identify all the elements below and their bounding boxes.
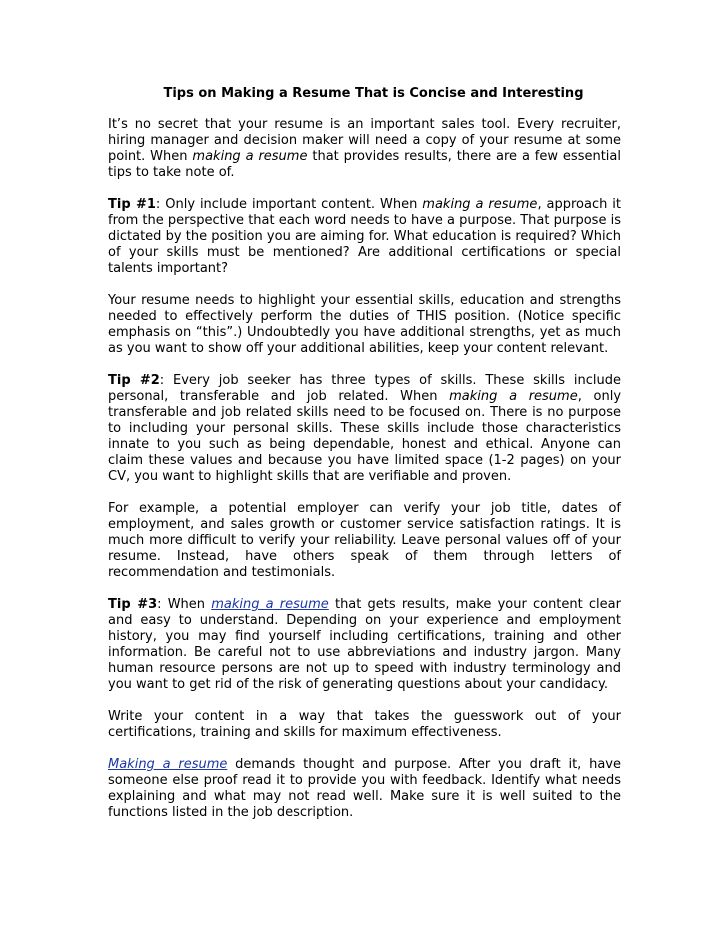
intro-text-b: that provides results, there are a few essential tips to take note of. — [108, 149, 621, 180]
tip-3-text-b: that gets results, make your content clear and easy to understand. Depending on your experience and employment history, you may find yourself including certifications, training and other information. Be careful not to use abbreviations and industry jargon. Many human resource persons are not up to speed with industry terminology and you want to get rid of the risk of generating questions about your candidacy. — [108, 597, 621, 692]
example-paragraph: For example, a potential employer can verify your job title, dates of employment, and sales growth or customer service satisfaction ratings. It is much more difficult to verify your reliability. Leave personal values off of your resume. Instead, have others speak of them through letters of recommendation and testimonials. — [108, 501, 621, 580]
intro-text-a: It’s no secret that your resume is an important sales tool. Every recruiter, hiring manager and decision maker will need a copy of your resume at some point. When — [108, 117, 621, 164]
document-page — [108, 86, 621, 837]
tip-2-text-a: : Every job seeker has three types of skills. These skills include personal, transferable and job related. When — [108, 373, 621, 404]
tip-3-label: Tip #3 — [108, 597, 158, 612]
tip-1-emphasis: making a resume — [422, 197, 538, 212]
tip-2-paragraph — [108, 373, 621, 485]
intro-emphasis: making a resume — [192, 149, 308, 164]
write-content-paragraph: Write your content in a way that takes the guesswork out of your certifications, training and skills for maximum effectiveness. — [108, 709, 621, 740]
tip-1-text-a: : Only include important content. When — [155, 197, 423, 212]
document-title: Tips on Making a Resume That is Concise and Interesting — [163, 86, 584, 101]
making-a-resume-link[interactable]: making a resume — [211, 597, 329, 612]
tip-1-label: Tip #1 — [108, 197, 156, 212]
tip-2-text-b: , only transferable and job related skills need to be focused on. There is no purpose to including your personal skills. These skills include those characteristics innate to you such as being dependable, honest and ethical. Anyone can claim these values and because you have limited space (1-2 pages) on your CV, you want to highlight skills that are verifiable and proven. — [108, 389, 622, 484]
tip-1-paragraph — [108, 197, 621, 277]
tip-2-label: Tip #2 — [108, 373, 160, 388]
closing-text: demands thought and purpose. After you draft it, have someone else proof read it to provide you with feedback. Identify what needs explaining and what may not read well. Make sure it is well suited to the functions listed in the job description. — [108, 757, 621, 820]
intro-paragraph — [108, 117, 621, 181]
tip-1-text-b: , approach it from the perspective that each word needs to have a purpose. That purpose is dictated by the position you are aiming for. What education is required? Which of your skills must be mentioned? Are additional certifications or special talents important? — [108, 197, 622, 276]
tip-3-paragraph — [108, 597, 621, 693]
tip-3-text-a: : When — [157, 597, 212, 612]
tip-2-emphasis: making a resume — [449, 389, 578, 404]
closing-paragraph — [108, 757, 621, 821]
making-a-resume-link-2[interactable]: Making a resume — [108, 757, 228, 772]
highlight-skills-paragraph: Your resume needs to highlight your essential skills, education and strengths needed to effectively perform the duties of THIS position. (Notice specific emphasis on “this”.) Undoubtedly you have additional strengths, yet as much as you want to show off your additional abilities, keep your content relevant. — [108, 293, 621, 356]
